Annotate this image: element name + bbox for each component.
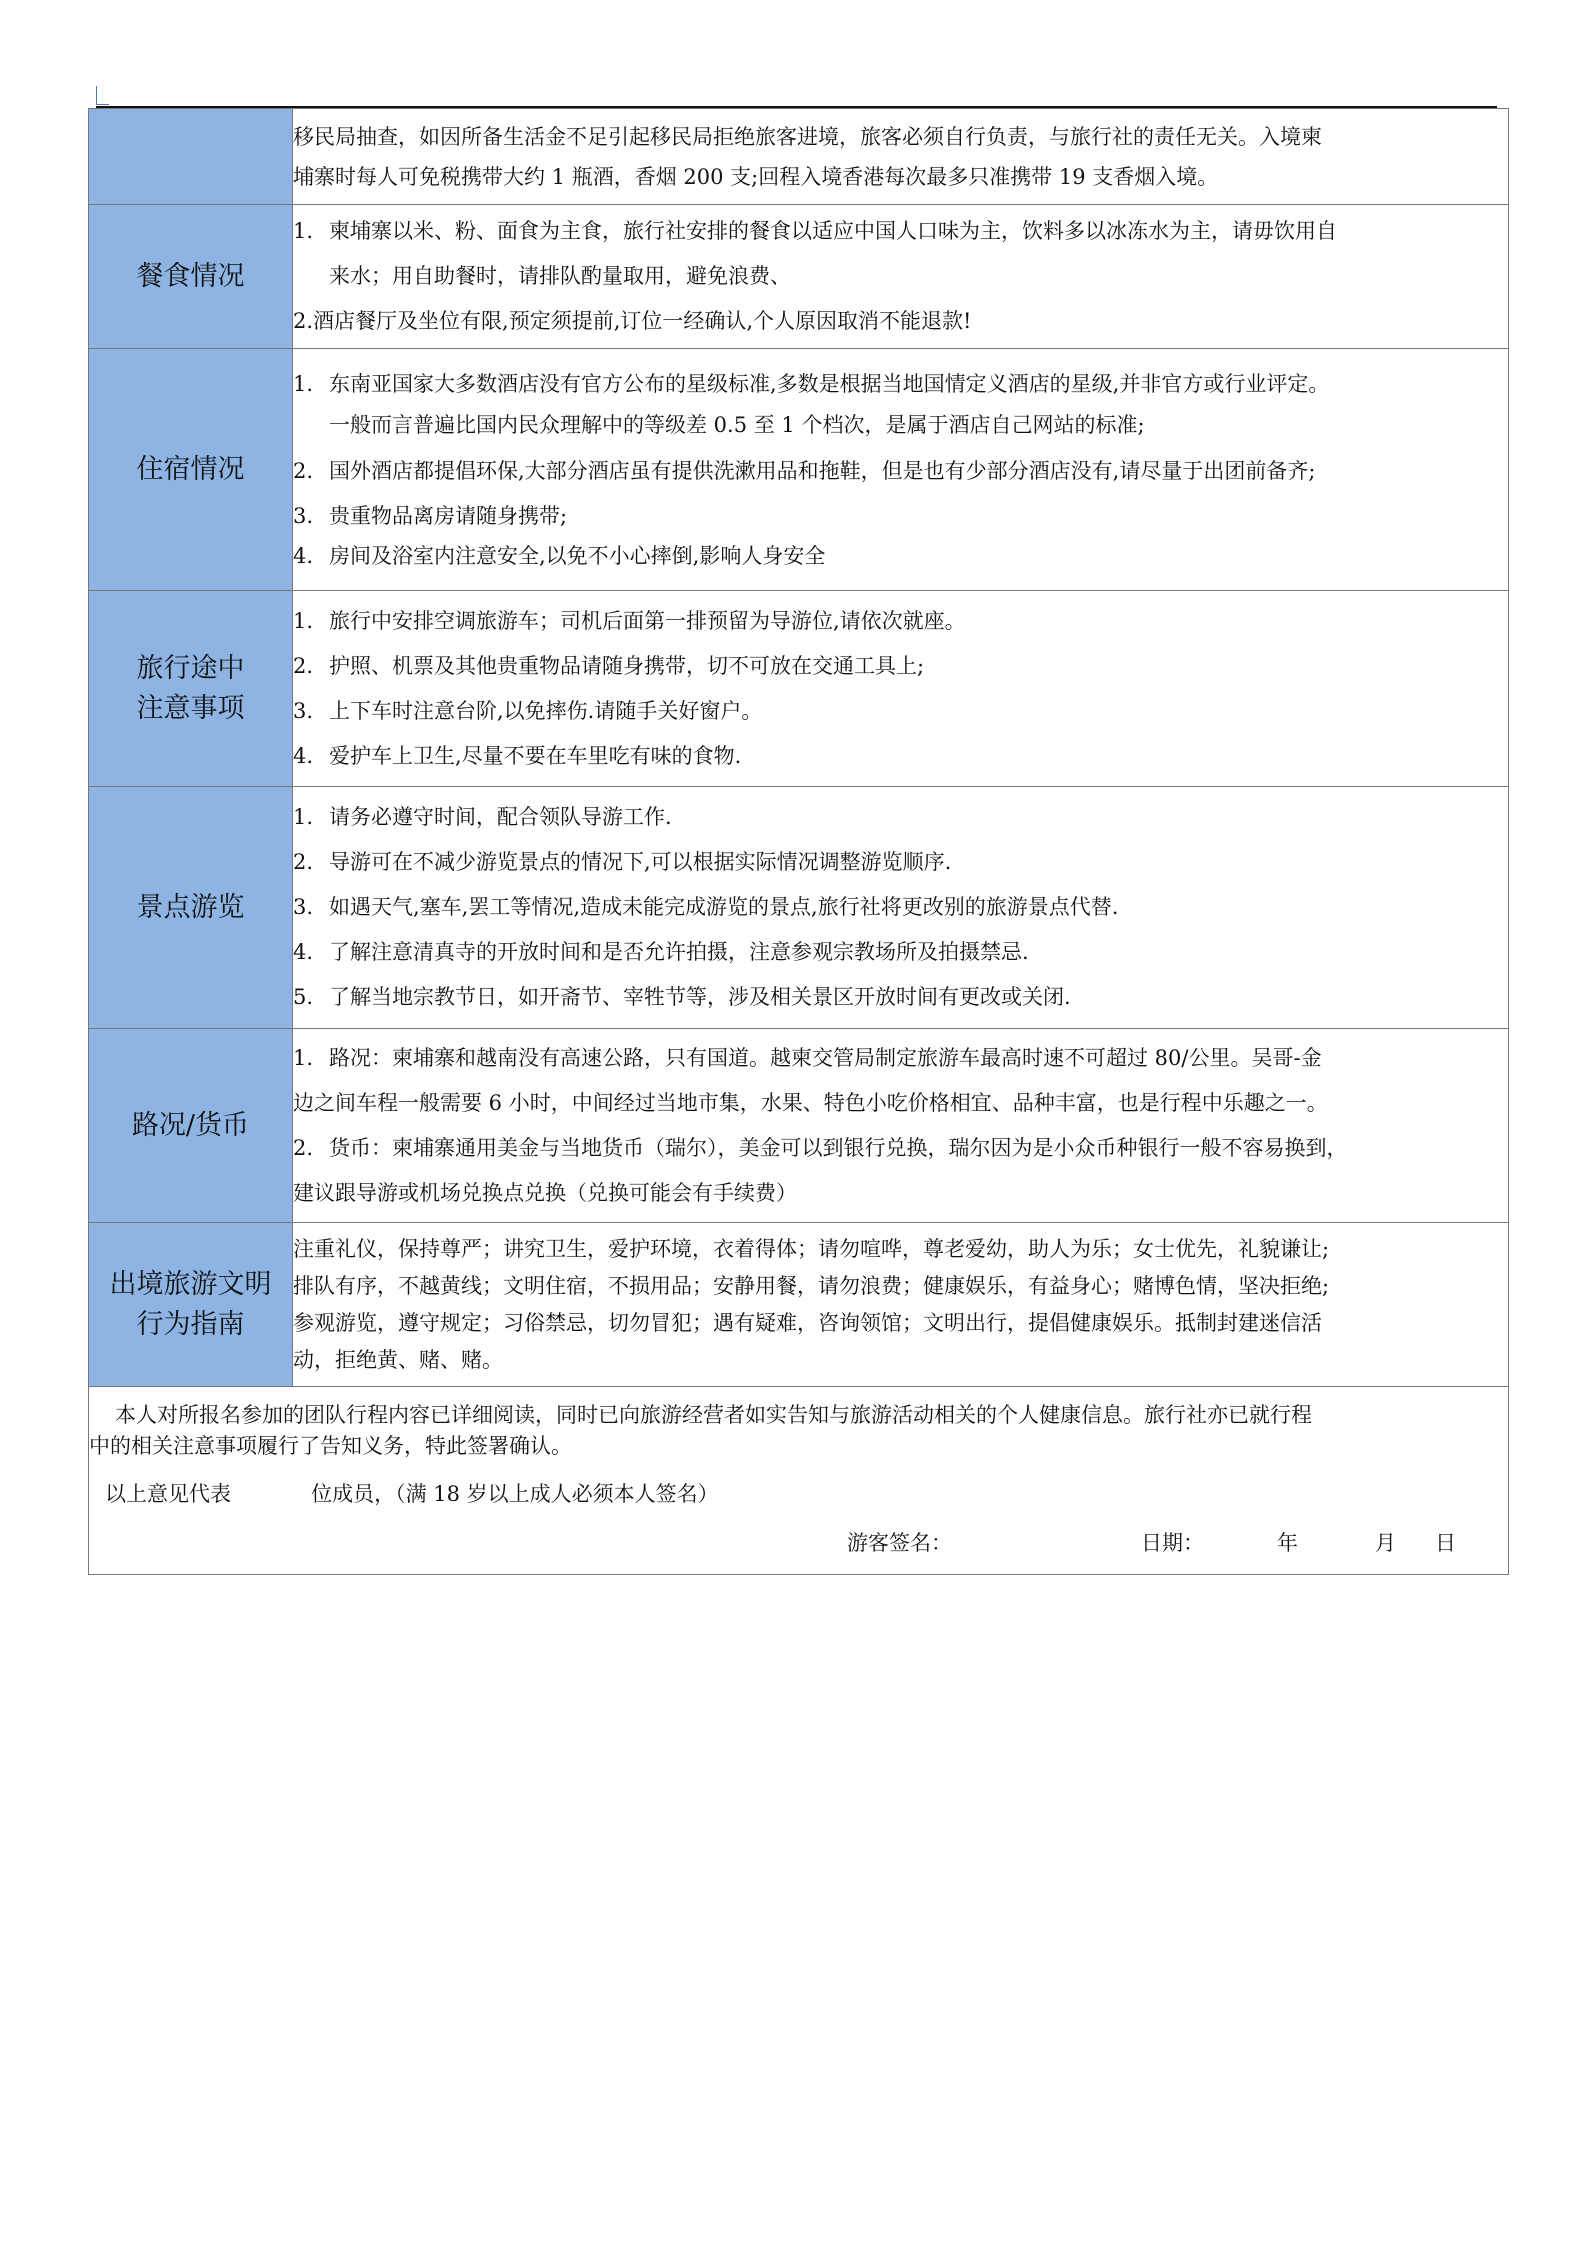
sights-item-4-text: 了解注意清真寺的开放时间和是否允许拍摄，注意参观宗教场所及拍摄禁忌. xyxy=(329,940,1029,964)
roads-row xyxy=(89,1029,1509,1223)
travel-item-4-num: 4. xyxy=(293,743,314,768)
lodging-item-4 xyxy=(293,536,1508,576)
lodging-item-3-num: 3. xyxy=(293,503,314,528)
civil-label-line-2: 行为指南 xyxy=(136,1308,245,1340)
date-month: 月 xyxy=(1375,1530,1396,1555)
lodging-item-3-text: 贵重物品离房请随身携带; xyxy=(329,503,568,528)
travel-item-4 xyxy=(293,734,1508,779)
sights-item-2 xyxy=(293,840,1508,885)
travel-label-line-2: 注意事项 xyxy=(136,692,245,724)
sights-row xyxy=(89,787,1509,1029)
travel-item-1-num: 1. xyxy=(293,608,314,633)
sights-item-1 xyxy=(293,795,1508,840)
travel-item-2-text: 护照、机票及其他贵重物品请随身携带，切不可放在交通工具上; xyxy=(329,653,925,678)
roads-item-1-num: 1. xyxy=(293,1045,314,1070)
food-row xyxy=(89,205,1509,349)
civil-label-line-1: 出境旅游文明 xyxy=(109,1268,272,1300)
lodging-item-4-num: 4. xyxy=(293,543,314,568)
civil-line-2: 排队有序，不越黄线；文明住宿，不损用品；安静用餐，请勿浪费；健康娱乐，有益身心；赌博色情，坚决拒绝; xyxy=(293,1273,1330,1298)
civil-label xyxy=(89,1223,293,1387)
consent-block xyxy=(89,1387,1509,1575)
lodging-item-4-text: 房间及浴室内注意安全,以免不小心摔倒,影响人身安全 xyxy=(329,543,826,568)
sights-item-5-text: 了解当地宗教节日，如开斋节、宰牲节等，涉及相关景区开放时间有更改或关闭. xyxy=(329,985,1071,1009)
sights-item-4 xyxy=(293,930,1508,975)
roads-item-2-text: 货币：柬埔寨通用美金与当地货币（瑞尔），美金可以到银行兑换，瑞尔因为是小众币种银行一般不容易换到， xyxy=(329,1135,1348,1160)
travel-item-3-num: 3. xyxy=(293,698,314,723)
lodging-item-3 xyxy=(293,496,1508,536)
travel-content xyxy=(293,591,1509,787)
sights-item-3 xyxy=(293,885,1508,930)
sights-item-2-num: 2. xyxy=(293,850,314,874)
lodging-item-1-num: 1. xyxy=(293,371,314,396)
travel-label-line-1: 旅行途中 xyxy=(136,652,245,684)
consent-line-2: 中的相关注意事项履行了告知义务，特此签署确认。 xyxy=(89,1433,572,1458)
sights-item-5-num: 5. xyxy=(293,985,314,1009)
roads-label: 路况/货币 xyxy=(89,1029,293,1223)
lodging-row xyxy=(89,349,1509,591)
lodging-item-1-cont: 一般而言普遍比国内民众理解中的等级差 0.5 至 1 个档次，是属于酒店自己网站的标准; xyxy=(329,412,1145,437)
lodging-item-2 xyxy=(293,446,1508,496)
intro-content xyxy=(293,109,1509,205)
sights-item-4-num: 4. xyxy=(293,940,314,964)
lodging-item-2-text: 国外酒店都提倡环保,大部分酒店虽有提供洗漱用品和拖鞋，但是也有少部分酒店没有,请尽量于出团前备齐; xyxy=(329,458,1316,483)
food-item-1-text: 柬埔寨以米、粉、面食为主食，旅行社安排的餐食以适应中国人口味为主，饮料多以冰冻水为主，请毋饮用自 xyxy=(329,219,1337,243)
date-day: 日 xyxy=(1435,1530,1456,1555)
civil-line-4: 动，拒绝黄、赌、赌。 xyxy=(293,1347,503,1372)
date-label: 日期： xyxy=(1141,1530,1204,1555)
travel-item-1-text: 旅行中安排空调旅游车；司机后面第一排预留为导游位,请依次就座。 xyxy=(329,608,966,633)
lodging-content xyxy=(293,349,1509,591)
travel-label xyxy=(89,591,293,787)
intro-line-1: 移民局抽查，如因所备生活金不足引起移民局拒绝旅客进境，旅客必须自行负责，与旅行社的责任无关。入境柬 xyxy=(293,124,1322,149)
lodging-item-1 xyxy=(293,364,1508,404)
roads-item-2-cont: 建议跟导游或机场兑换点兑换（兑换可能会有手续费） xyxy=(293,1180,797,1205)
food-item-1-cont: 来水；用自助餐时，请排队酌量取用，避免浪费、 xyxy=(329,264,791,288)
roads-item-1-cont: 边之间车程一般需要 6 小时，中间经过当地市集，水果、特色小吃价格相宜、品种丰富，也是行程中乐趣之一。 xyxy=(293,1090,1328,1115)
food-item-1 xyxy=(293,209,1508,254)
travel-item-3 xyxy=(293,689,1508,734)
sights-item-5 xyxy=(293,975,1508,1020)
intro-row xyxy=(89,109,1509,205)
sights-item-3-text: 如遇天气,塞车,罢工等情况,造成未能完成游览的景点,旅行社将更改别的旅游景点代替. xyxy=(329,895,1119,919)
date-year: 年 xyxy=(1277,1530,1298,1555)
sights-item-2-text: 导游可在不减少游览景点的情况下,可以根据实际情况调整游览顺序. xyxy=(329,850,952,874)
roads-item-2 xyxy=(293,1126,1508,1171)
consent-line-1: 本人对所报名参加的团队行程内容已详细阅读，同时已向旅游经营者如实告知与旅游活动相关的个人健康信息。旅行社亦已就行程 xyxy=(115,1402,1312,1427)
representative-line: 以上意见代表 位成员，（满 18 岁以上成人必须本人签名） xyxy=(105,1481,719,1506)
travel-item-3-text: 上下车时注意台阶,以免摔伤.请随手关好窗户。 xyxy=(329,698,763,723)
civil-content xyxy=(293,1223,1509,1387)
lodging-label: 住宿情况 xyxy=(89,349,293,591)
sights-item-1-num: 1. xyxy=(293,805,314,829)
intro-line-2: 埔寨时每人可免税携带大约 1 瓶酒，香烟 200 支;回程入境香港每次最多只准携带 19 支香烟入境。 xyxy=(293,164,1219,189)
sights-label: 景点游览 xyxy=(89,787,293,1029)
roads-item-2-num: 2. xyxy=(293,1135,314,1160)
roads-item-1 xyxy=(293,1036,1508,1081)
civil-row xyxy=(89,1223,1509,1387)
roads-content xyxy=(293,1029,1509,1223)
food-item-1-num: 1. xyxy=(293,219,314,243)
signature-line xyxy=(89,1524,1508,1562)
page-corner-mark xyxy=(96,86,109,105)
travel-item-2 xyxy=(293,644,1508,689)
food-content xyxy=(293,205,1509,349)
civil-line-3: 参观游览，遵守规定；习俗禁忌，切勿冒犯；遇有疑难，咨询领馆；文明出行，提倡健康娱乐。抵制封建迷信活 xyxy=(293,1310,1322,1335)
travel-notice-table xyxy=(88,108,1509,1575)
travel-item-1 xyxy=(293,599,1508,644)
travel-item-4-text: 爱护车上卫生,尽量不要在车里吃有味的食物. xyxy=(329,743,742,768)
roads-item-1-text: 路况：柬埔寨和越南没有高速公路，只有国道。越柬交管局制定旅游车最高时速不可超过 80/公里。吴哥-金 xyxy=(329,1045,1322,1070)
travel-row xyxy=(89,591,1509,787)
sights-item-3-num: 3. xyxy=(293,895,314,919)
travel-item-2-num: 2. xyxy=(293,653,314,678)
sights-item-1-text: 请务必遵守时间，配合领队导游工作. xyxy=(329,805,672,829)
signature-label: 游客签名： xyxy=(847,1530,952,1555)
lodging-item-2-num: 2. xyxy=(293,458,314,483)
civil-line-1: 注重礼仪，保持尊严；讲究卫生，爱护环境，衣着得体；请勿喧哗，尊老爱幼，助人为乐；女士优先，礼貌谦让; xyxy=(293,1236,1330,1261)
sights-content xyxy=(293,787,1509,1029)
consent-row xyxy=(89,1387,1509,1575)
food-label: 餐食情况 xyxy=(89,205,293,349)
lodging-item-1-text: 东南亚国家大多数酒店没有官方公布的星级标准,多数是根据当地国情定义酒店的星级,并非官方或行业评定。 xyxy=(329,371,1330,396)
food-item-2: 2.酒店餐厅及坐位有限,预定须提前,订位一经确认,个人原因取消不能退款! xyxy=(293,309,972,333)
intro-label-cell xyxy=(89,109,293,205)
